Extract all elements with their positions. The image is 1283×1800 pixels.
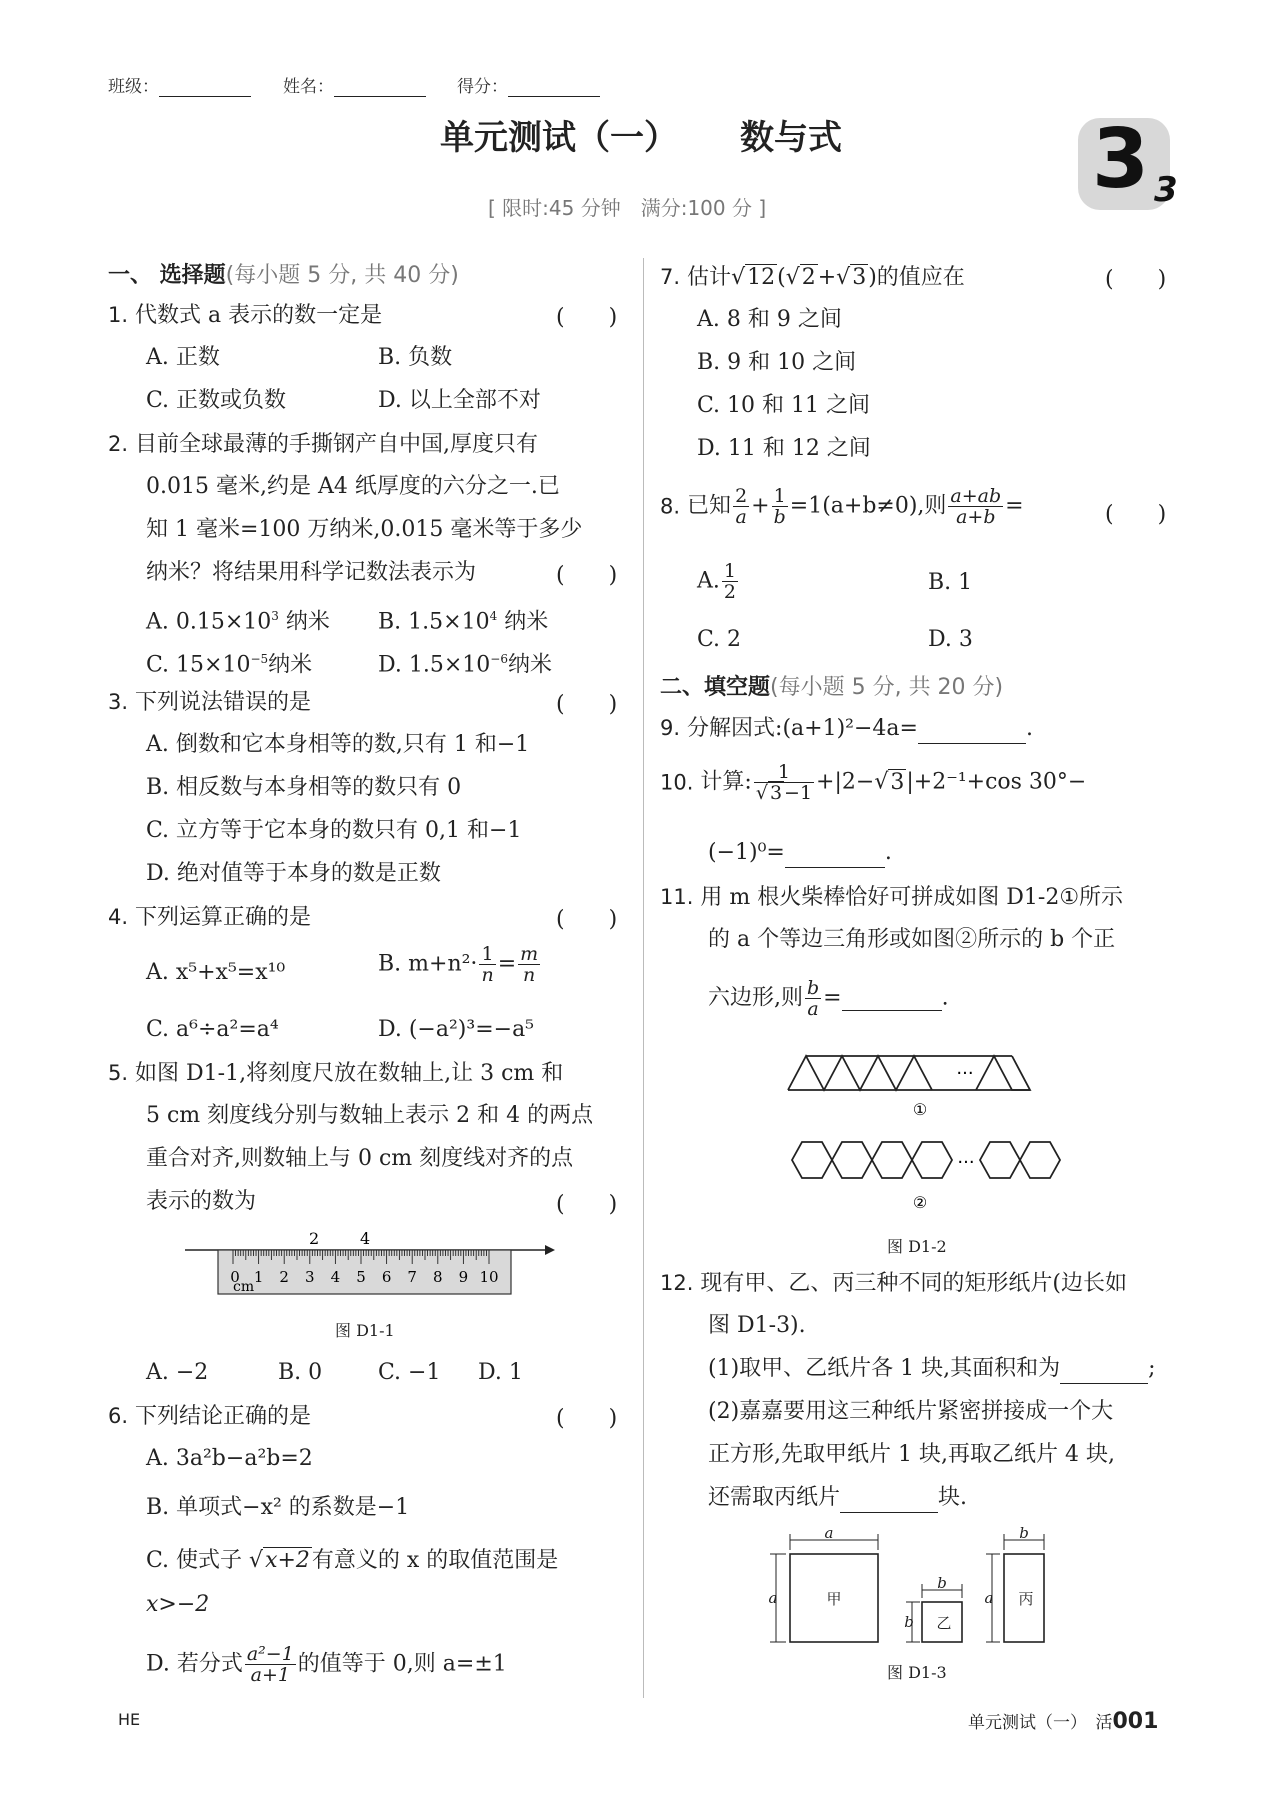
q6-option-c[interactable]: C. 使式子 √x+2有意义的 x 的取值范围是: [146, 1548, 559, 1573]
ruler-number: 0: [230, 1268, 240, 1286]
q8-option-d[interactable]: D. 3: [928, 627, 973, 652]
score-blank[interactable]: [508, 78, 600, 97]
svg-text:b: b: [1019, 1526, 1029, 1542]
q5-answer[interactable]: ( ): [556, 1192, 618, 1217]
section-fill: 二、填空题(每小题 5 分, 共 20 分): [660, 675, 1004, 700]
q2-stem-3: 知 1 毫米=100 万纳米,0.015 毫米等于多少: [146, 517, 583, 542]
ruler-number: 6: [381, 1268, 392, 1286]
fig-d1-1-caption: 图 D1-1: [335, 1321, 395, 1340]
q4-option-b[interactable]: B. m+n²· $\frac{1}{n}$ = $\frac{m}{n}$: [378, 943, 539, 986]
q11-blank[interactable]: [842, 986, 942, 1011]
q6-option-b[interactable]: B. 单项式−x² 的系数是−1: [146, 1495, 410, 1520]
axis-label-2: 2: [309, 1230, 320, 1248]
class-field: [108, 72, 251, 97]
q10-stem-2: (−1)⁰= .: [708, 838, 892, 868]
q12-part-2b: 正方形,先取甲纸片 1 块,再取乙纸片 4 块,: [708, 1442, 1115, 1467]
q2-stem-2: 0.015 毫米,约是 A4 纸厚度的六分之一.已: [146, 474, 560, 499]
q2-option-c[interactable]: C. $15\times 10^{-5}$纳米: [146, 652, 313, 678]
page-number: 001: [1112, 1709, 1159, 1734]
fig-d1-3-caption: 图 D1-3: [887, 1663, 947, 1682]
caption-circle-1: ①: [912, 1100, 928, 1119]
footer-right: 单元测试（一） 活001: [968, 1709, 1159, 1734]
q5-stem-4: 表示的数为: [146, 1189, 257, 1214]
name-label: 姓名：: [283, 77, 334, 97]
q8-stem: 8. 已知 $\frac{2}{a}$ + $\frac{1}{b}$ =1(a+b≠0),则 $\frac{a+ab}{a+b}$ =: [660, 485, 1024, 528]
triangle-dots: ···: [956, 1063, 974, 1084]
unit-badge: [1078, 112, 1178, 210]
q8-option-c[interactable]: C. 2: [697, 627, 742, 652]
q6-stem: 6. 下列结论正确的是: [108, 1404, 312, 1429]
q1-option-d[interactable]: D. 以上全部不对: [378, 388, 541, 413]
q4-option-a[interactable]: A. x⁵+x⁵=x¹⁰: [146, 960, 286, 985]
caption-circle-2: ②: [912, 1193, 928, 1212]
q6-answer[interactable]: ( ): [556, 1406, 618, 1431]
page-subtitle: 数与式: [740, 118, 842, 158]
ruler-number: 3: [305, 1268, 315, 1286]
q12-part-2c: 还需取丙纸片 块.: [708, 1483, 967, 1513]
q2-option-b[interactable]: B. $1.5\times 10^4$ 纳米: [378, 609, 549, 635]
svg-text:b: b: [937, 1574, 947, 1592]
q8-option-b[interactable]: B. 1: [928, 570, 973, 595]
bing-label: 丙: [1018, 1590, 1034, 1608]
q11-stem-1: 11. 用 m 根火柴棒恰好可拼成如图 D1-2①所示: [660, 885, 1124, 910]
svg-text:a: a: [824, 1526, 834, 1542]
q9-stem: 9. 分解因式:(a+1)²−4a= .: [660, 713, 1033, 744]
q5-option-c[interactable]: C. −1: [378, 1360, 441, 1385]
section-choice: 一、 选择题(每小题 5 分, 共 40 分): [108, 263, 459, 288]
q12-blank-1[interactable]: [1060, 1359, 1148, 1384]
q7-option-a[interactable]: A. 8 和 9 之间: [697, 307, 842, 332]
q12-stem-1: 12. 现有甲、乙、丙三种不同的矩形纸片(边长如: [660, 1271, 1127, 1296]
footer-left: HE: [118, 1710, 141, 1729]
q11-stem-3: 六边形,则 $\frac{b}{a}$ = .: [708, 977, 949, 1020]
class-label: 班级：: [108, 77, 159, 97]
q3-option-a[interactable]: A. 倒数和它本身相等的数,只有 1 和−1: [146, 732, 530, 757]
ruler-number: 7: [407, 1268, 417, 1286]
q1-answer[interactable]: ( ): [556, 305, 618, 330]
fig-d1-2-caption: 图 D1-2: [887, 1237, 947, 1256]
time-limit: [ 限时:45 分钟 满分:100 分 ]: [488, 196, 767, 220]
axis-label-4: 4: [360, 1230, 371, 1248]
q3-option-b[interactable]: B. 相反数与本身相等的数只有 0: [146, 775, 462, 800]
paper-pieces-figure: [764, 1526, 1074, 1656]
q6-option-d[interactable]: D. 若分式 $\frac{\text{a²−1}}{a+1}$ 的值等于 0,则 a=±1: [146, 1643, 507, 1686]
q2-answer[interactable]: ( ): [556, 563, 618, 588]
triangle-row: [788, 1056, 1030, 1090]
score-label: 得分：: [457, 77, 508, 97]
ruler-number: 2: [279, 1268, 289, 1286]
q6-option-c-cont: x>−2: [146, 1592, 210, 1617]
q11-stem-2: 的 a 个等边三角形或如图②所示的 b 个正: [708, 927, 1116, 952]
q5-stem-3: 重合对齐,则数轴上与 0 cm 刻度线对齐的点: [146, 1146, 574, 1171]
q7-option-b[interactable]: B. 9 和 10 之间: [697, 350, 857, 375]
q12-blank-2[interactable]: [840, 1488, 938, 1513]
q1-option-b[interactable]: B. 负数: [378, 345, 453, 370]
class-blank[interactable]: [159, 78, 251, 97]
q12-part-1: (1)取甲、乙纸片各 1 块,其面积和为 ;: [708, 1354, 1156, 1384]
column-divider: [643, 258, 644, 1698]
q8-option-a[interactable]: A. $\frac{1}{2}$: [697, 560, 736, 603]
q1-stem: 1. 代数式 a 表示的数一定是: [108, 303, 383, 328]
q4-answer[interactable]: ( ): [556, 907, 618, 932]
jia-label: 甲: [826, 1590, 842, 1608]
q12-part-2: (2)嘉嘉要用这三种纸片紧密拼接成一个大: [708, 1399, 1114, 1424]
q2-stem-4: 纳米？将结果用科学记数法表示为: [146, 560, 477, 585]
q5-option-d[interactable]: D. 1: [478, 1360, 523, 1385]
q8-answer[interactable]: ( ): [1105, 502, 1167, 527]
svg-text:a: a: [984, 1589, 994, 1607]
q5-stem-1: 5. 如图 D1-1,将刻度尺放在数轴上,让 3 cm 和: [108, 1061, 564, 1086]
q4-option-c[interactable]: C. a⁶÷a²=a⁴: [146, 1017, 279, 1042]
q7-option-c[interactable]: C. 10 和 11 之间: [697, 393, 871, 418]
q3-stem: 3. 下列说法错误的是: [108, 690, 312, 715]
q5-stem-2: 5 cm 刻度线分别与数轴上表示 2 和 4 的两点: [146, 1103, 594, 1128]
q10-blank[interactable]: [785, 843, 885, 868]
q4-stem: 4. 下列运算正确的是: [108, 905, 312, 930]
ruler-unit: cm: [233, 1279, 255, 1295]
q2-option-a[interactable]: A. $0.15\times 10^3$ 纳米: [146, 609, 330, 635]
q7-stem: 7. 估计√12(√2+√3)的值应在: [660, 265, 965, 290]
ruler-number: 9: [458, 1268, 469, 1286]
name-blank[interactable]: [334, 78, 426, 97]
q3-option-d[interactable]: D. 绝对值等于本身的数是正数: [146, 861, 441, 886]
ruler-number: 10: [479, 1268, 499, 1286]
axis-arrow: [545, 1245, 555, 1255]
ruler-number: 4: [330, 1268, 341, 1286]
q4-option-d[interactable]: D. (−a²)³=−a⁵: [378, 1017, 534, 1042]
q2-stem-1: 2. 目前全球最薄的手撕钢产自中国,厚度只有: [108, 432, 539, 457]
page-title: 单元测试（一）: [440, 118, 678, 158]
svg-text:b: b: [904, 1613, 914, 1631]
yi-label: 乙: [936, 1614, 952, 1632]
q7-answer[interactable]: ( ): [1105, 267, 1167, 292]
badge-sub: 3: [1154, 170, 1178, 210]
hexagon-row: [792, 1142, 1060, 1178]
ruler-number: 8: [433, 1268, 443, 1286]
ruler-figure: [185, 1230, 555, 1300]
q12-stem-2: 图 D1-3).: [708, 1313, 806, 1338]
q10-stem: 10. 计算: $\frac{1}{√ 3 -1}$ +|2−√3|+2⁻¹+cos 30°−: [660, 761, 1087, 804]
svg-text:a: a: [768, 1589, 778, 1607]
badge-number: 3: [1092, 112, 1150, 207]
q3-answer[interactable]: ( ): [556, 692, 618, 717]
q3-option-c[interactable]: C. 立方等于它本身的数只有 0,1 和−1: [146, 818, 522, 843]
ruler-number: 1: [253, 1268, 264, 1286]
q5-option-a[interactable]: A. −2: [146, 1360, 209, 1385]
q6-option-a[interactable]: A. 3a²b−a²b=2: [146, 1446, 313, 1471]
score-field: [457, 72, 600, 97]
ruler-number: 5: [356, 1268, 366, 1286]
q5-option-b[interactable]: B. 0: [278, 1360, 323, 1385]
name-field: [283, 72, 426, 97]
hexagon-dots: ···: [957, 1152, 975, 1173]
q7-option-d[interactable]: D. 11 和 12 之间: [697, 436, 871, 461]
q9-blank[interactable]: [918, 719, 1026, 744]
q1-option-c[interactable]: C. 正数或负数: [146, 388, 287, 413]
q2-option-d[interactable]: D. $1.5\times 10^{-6}$纳米: [378, 652, 552, 678]
q1-option-a[interactable]: A. 正数: [146, 345, 220, 370]
matchstick-figure: [780, 1048, 1070, 1248]
